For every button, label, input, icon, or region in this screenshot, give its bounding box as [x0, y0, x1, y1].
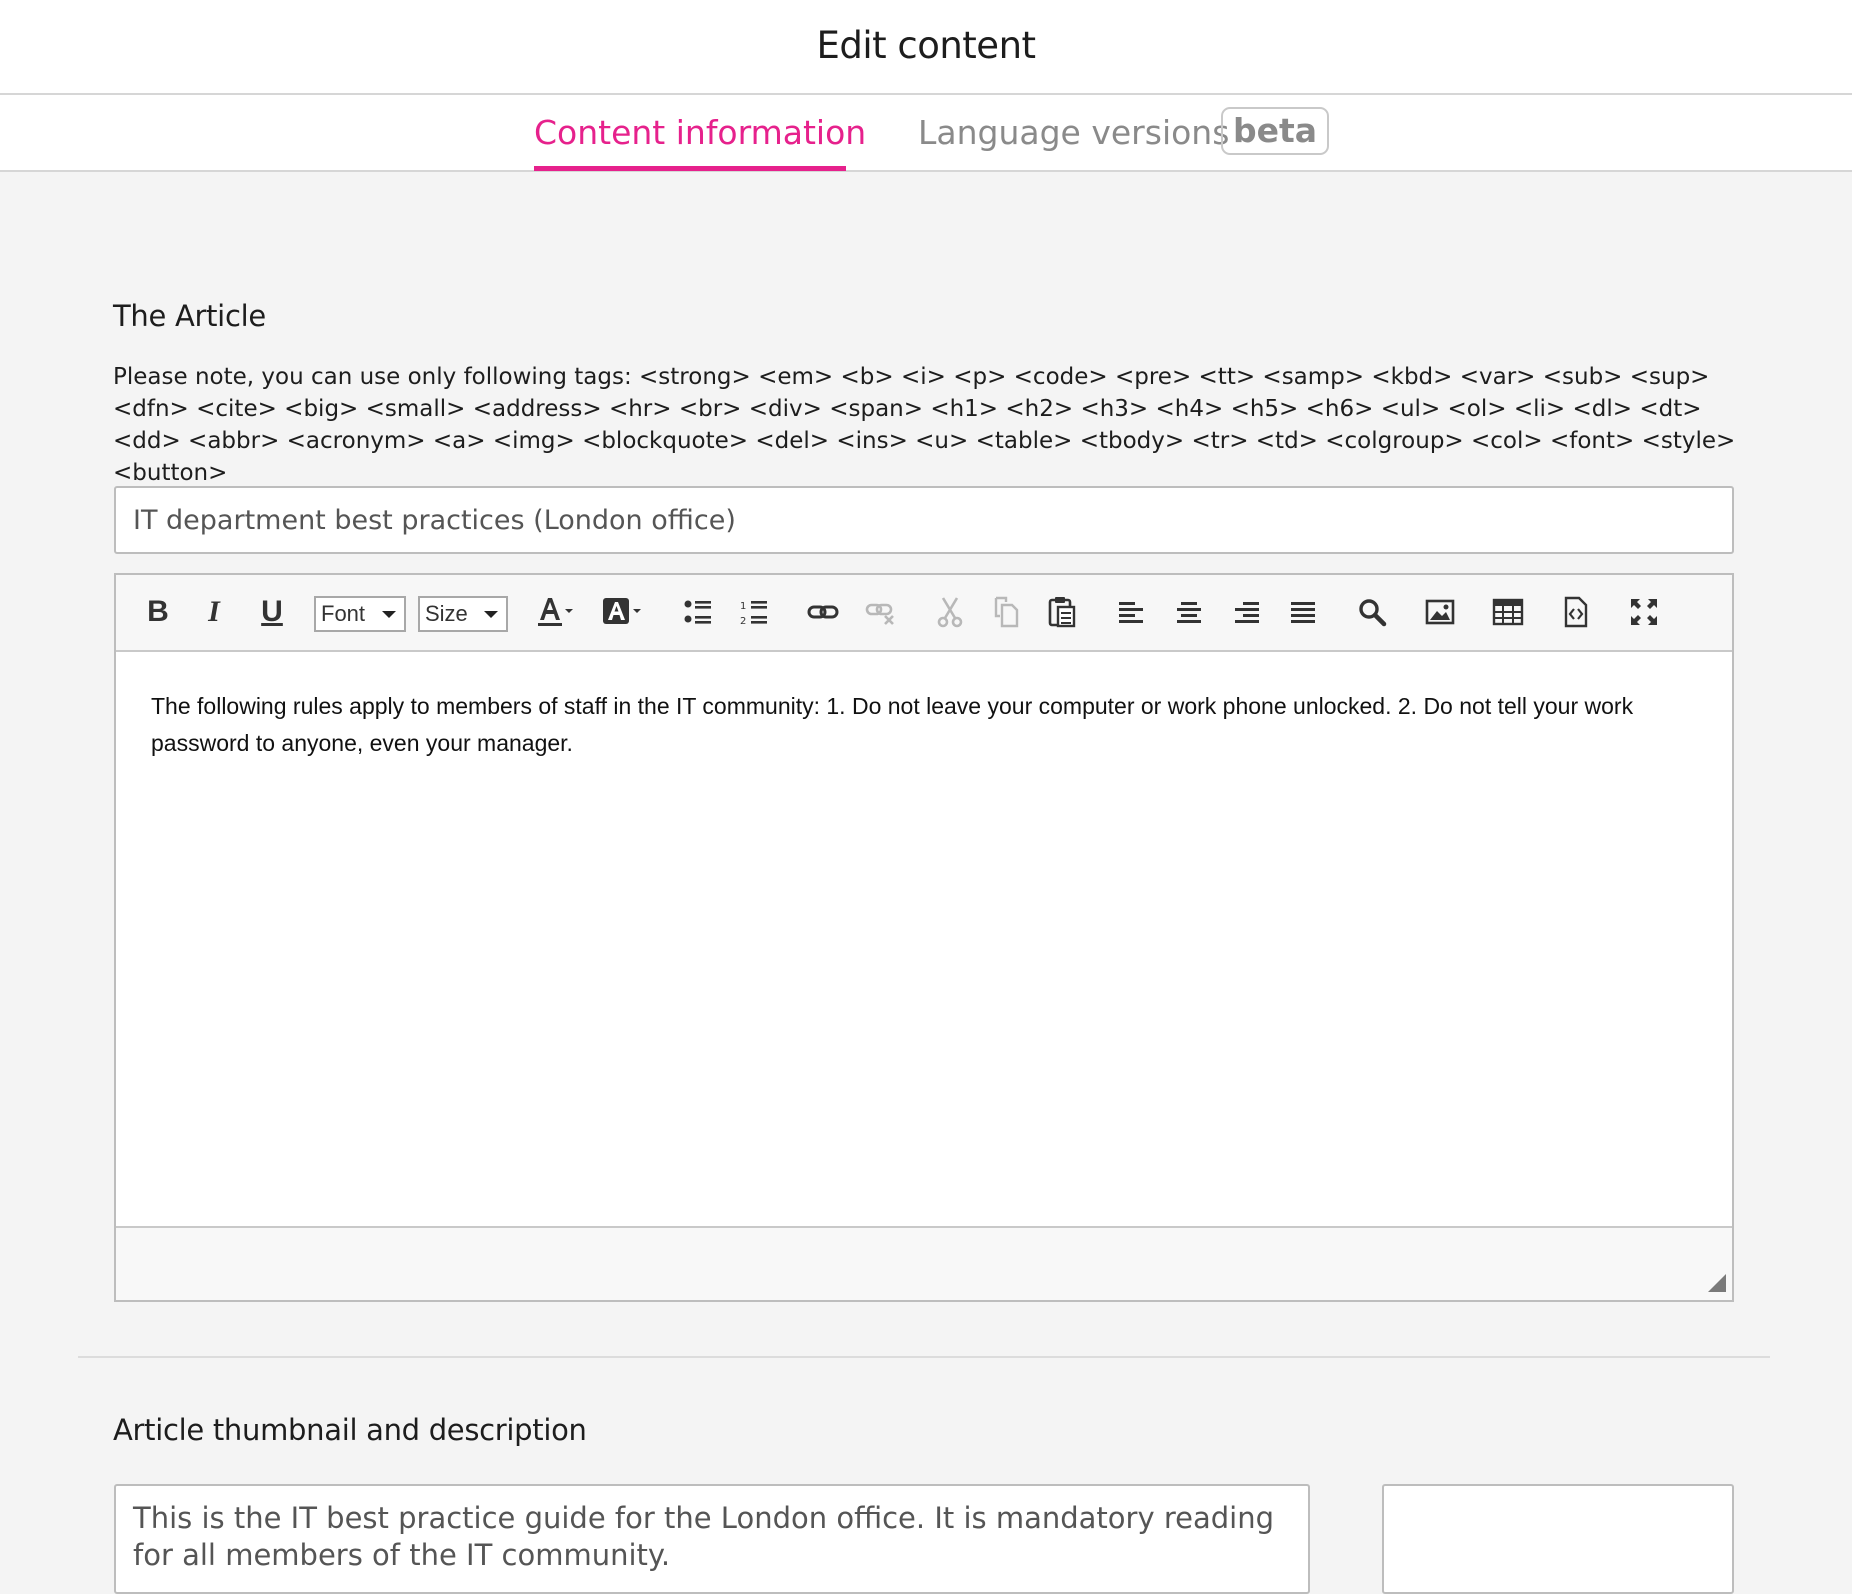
cut-button[interactable]	[934, 592, 966, 632]
table-icon	[1492, 598, 1524, 626]
maximize-icon	[1629, 597, 1659, 627]
unlink-button[interactable]	[864, 592, 898, 632]
chevron-down-icon	[484, 611, 498, 618]
tab-bar	[0, 95, 1852, 172]
underline-button[interactable]	[254, 592, 290, 632]
numbered-list-icon	[739, 597, 769, 627]
size-select[interactable]	[418, 596, 508, 632]
tab-content-information[interactable]: Content information	[534, 113, 867, 152]
align-left-button[interactable]	[1116, 592, 1146, 632]
link-button[interactable]	[806, 592, 840, 632]
font-select[interactable]	[314, 596, 406, 632]
justify-icon	[1289, 598, 1317, 626]
background-color-icon	[600, 594, 644, 630]
resize-handle[interactable]	[1708, 1274, 1726, 1292]
image-icon	[1425, 598, 1455, 626]
size-select-label: Size	[425, 601, 468, 626]
unlink-icon	[864, 597, 898, 627]
insert-table-button[interactable]	[1492, 592, 1524, 632]
editor-status-bar	[116, 1226, 1732, 1300]
page-title: Edit content	[816, 24, 1036, 67]
article-title-input[interactable]	[114, 486, 1734, 554]
font-select-label: Font	[321, 601, 366, 626]
align-center-icon	[1175, 598, 1203, 626]
svg-text:1: 1	[740, 601, 747, 612]
text-color-button[interactable]	[534, 592, 576, 632]
copy-icon	[991, 596, 1021, 628]
allowed-tags-note: Please note, you can use only following tags: <strong> <em> <b> <i> <p> <code> <pre> <tt> <samp> <kbd> <var> <sub> <sup> <dfn> <cite> <big> <small> <address> <hr> <br> <div> <span> <h1> <h2> <h3> <h4> <h5> <h6> <ul> <ol> <li> <dl> <dt> <dd> <abbr> <acronym> <a> <img> <blockquote> <del> <ins> <u> <table> <tbody> <tr> <td> <colgroup> <col> <font> <style> <button>	[113, 364, 1736, 486]
align-left-icon	[1117, 598, 1145, 626]
beta-badge: beta	[1221, 107, 1329, 155]
bulleted-list-button[interactable]	[682, 592, 714, 632]
align-right-button[interactable]	[1232, 592, 1262, 632]
tab-language-versions[interactable]: Language versions	[918, 113, 1230, 152]
scissors-icon	[935, 596, 965, 628]
paste-button[interactable]	[1046, 592, 1078, 632]
description-textarea[interactable]: This is the IT best practice guide for the London office. It is mandatory reading for all members of the IT community.	[114, 1484, 1310, 1594]
align-right-icon	[1233, 598, 1261, 626]
section-divider	[78, 1356, 1770, 1358]
source-code-icon	[1562, 596, 1590, 628]
article-section-title: The Article	[113, 299, 266, 333]
italic-label: I	[208, 595, 220, 628]
italic-button[interactable]	[196, 592, 232, 632]
active-tab-indicator	[534, 166, 846, 171]
link-icon	[806, 597, 840, 627]
paste-icon	[1047, 596, 1077, 628]
maximize-button[interactable]	[1628, 592, 1660, 632]
thumbnail-section-title: Article thumbnail and description	[113, 1413, 587, 1447]
align-center-button[interactable]	[1174, 592, 1204, 632]
justify-button[interactable]	[1288, 592, 1318, 632]
find-button[interactable]	[1356, 592, 1388, 632]
editor-toolbar	[116, 575, 1732, 652]
bulleted-list-icon	[683, 597, 713, 627]
numbered-list-button[interactable]	[738, 592, 770, 632]
editor-content-area[interactable]: The following rules apply to members of staff in the IT community: 1. Do not leave your computer or work phone unlocked. 2. Do not tell your work password to anyone, even your manager.	[116, 654, 1732, 1224]
chevron-down-icon	[382, 611, 396, 618]
thumbnail-upload-area[interactable]	[1382, 1484, 1734, 1594]
svg-text:2: 2	[740, 616, 747, 627]
source-code-button[interactable]	[1560, 592, 1592, 632]
search-icon	[1357, 597, 1387, 627]
text-color-icon	[534, 594, 576, 630]
background-color-button[interactable]	[600, 592, 644, 632]
insert-image-button[interactable]	[1424, 592, 1456, 632]
copy-button[interactable]	[990, 592, 1022, 632]
bold-label: B	[147, 595, 169, 628]
page-header	[0, 0, 1852, 95]
underline-label: U	[261, 595, 283, 628]
bold-button[interactable]	[140, 592, 176, 632]
rich-text-editor	[114, 573, 1734, 1302]
